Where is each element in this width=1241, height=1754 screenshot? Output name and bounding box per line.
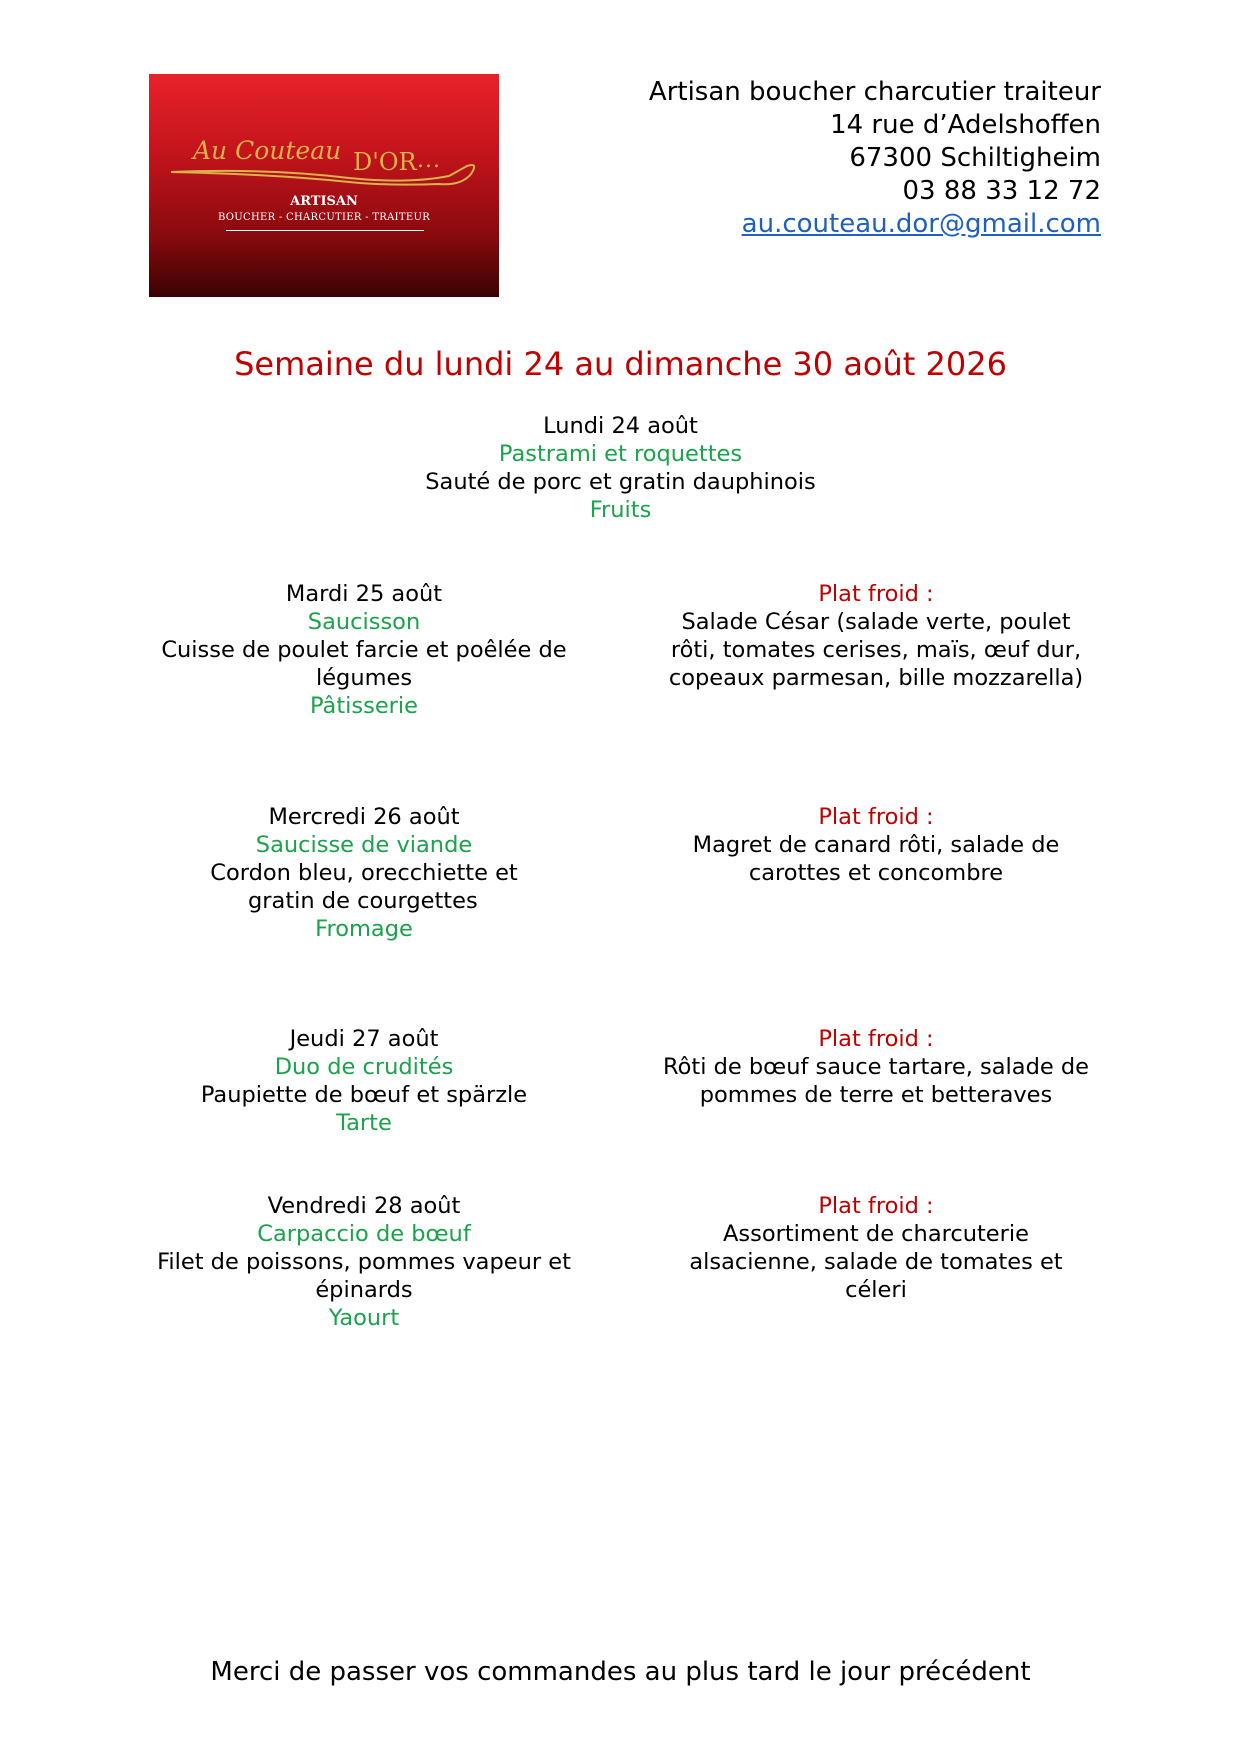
- main-course-line: légumes: [315, 665, 413, 691]
- logo-trades: BOUCHER - CHARCUTIER - TRAITEUR: [217, 212, 431, 223]
- logo-rule: [226, 230, 424, 231]
- wednesday-cold-dish: [646, 803, 1106, 887]
- cold-dish-line: Assortiment de charcuterie: [722, 1221, 1029, 1247]
- thursday-cold-dish: [646, 1025, 1106, 1109]
- main-course-line: gratin de courgettes: [248, 888, 478, 914]
- cold-dish-label: Plat froid :: [818, 581, 934, 607]
- monday-menu: [0, 412, 1241, 524]
- thursday-menu: [146, 1025, 582, 1137]
- logo-dots: ...: [417, 148, 441, 173]
- cold-dish-line: carottes et concombre: [748, 860, 1004, 886]
- cold-dish-line: Rôti de bœuf sauce tartare, salade de: [663, 1054, 1089, 1080]
- address-line-trade: Artisan boucher charcutier traiteur: [648, 77, 1101, 107]
- email-link[interactable]: au.couteau.dor@gmail.com: [741, 209, 1101, 239]
- logo-artisan: ARTISAN: [290, 194, 358, 209]
- dessert: Pâtisserie: [309, 693, 419, 719]
- logo-script-text: Au Couteau: [193, 136, 342, 165]
- dessert: Tarte: [336, 1110, 392, 1136]
- address-line-city: 67300 Schiltigheim: [849, 143, 1101, 173]
- main-course-line: épinards: [315, 1277, 413, 1303]
- starter: Saucisson: [307, 609, 421, 635]
- day-label: Mardi 25 août: [285, 581, 443, 607]
- cold-dish-label: Plat froid :: [818, 1193, 934, 1219]
- cold-dish-line: alsacienne, salade de tomates et: [689, 1249, 1063, 1275]
- starter: Pastrami et roquettes: [498, 441, 743, 467]
- friday-menu: [146, 1192, 582, 1332]
- address-block: [649, 76, 1101, 241]
- cold-dish-label: Plat froid :: [818, 1026, 934, 1052]
- dessert: Yaourt: [328, 1305, 400, 1331]
- main-course-line: Cordon bleu, orecchiette et: [210, 860, 518, 886]
- cold-dish-line: Magret de canard rôti, salade de: [692, 832, 1060, 858]
- main-course: Sauté de porc et gratin dauphinois: [425, 469, 816, 495]
- dessert: Fromage: [315, 916, 413, 942]
- friday-cold-dish: [646, 1192, 1106, 1304]
- footer-note: Merci de passer vos commandes au plus tard le jour précédent: [210, 1657, 1031, 1687]
- knife-swoosh-icon: [149, 74, 499, 297]
- starter: Saucisse de viande: [255, 832, 473, 858]
- main-course-line: Cuisse de poulet farcie et poêlée de: [161, 637, 567, 663]
- address-line-street: 14 rue d’Adelshoffen: [830, 110, 1101, 140]
- cold-dish-line: rôti, tomates cerises, maïs, œuf dur,: [670, 637, 1082, 663]
- tuesday-menu: [146, 580, 582, 720]
- logo-dor-text: D'OR: [353, 148, 417, 176]
- wednesday-menu: [146, 803, 582, 943]
- address-phone: 03 88 33 12 72: [902, 176, 1101, 206]
- cold-dish-line: Salade César (salade verte, poulet: [681, 609, 1071, 635]
- dessert: Fruits: [589, 497, 652, 523]
- logo: [149, 74, 499, 297]
- starter: Duo de crudités: [274, 1054, 454, 1080]
- cold-dish-line: copeaux parmesan, bille mozzarella): [668, 665, 1084, 691]
- day-label: Jeudi 27 août: [289, 1026, 439, 1052]
- cold-dish-line: pommes de terre et betteraves: [699, 1082, 1053, 1108]
- starter: Carpaccio de bœuf: [257, 1221, 471, 1247]
- cold-dish-label: Plat froid :: [818, 804, 934, 830]
- main-course-line: Filet de poissons, pommes vapeur et: [157, 1249, 571, 1275]
- day-label: Vendredi 28 août: [267, 1193, 461, 1219]
- day-label: Mercredi 26 août: [268, 804, 460, 830]
- cold-dish-line: céleri: [845, 1277, 907, 1303]
- tuesday-cold-dish: [646, 580, 1106, 692]
- main-course-line: Paupiette de bœuf et spärzle: [200, 1082, 528, 1108]
- week-title: Semaine du lundi 24 au dimanche 30 août 2026: [234, 345, 1007, 383]
- day-label: Lundi 24 août: [543, 413, 698, 439]
